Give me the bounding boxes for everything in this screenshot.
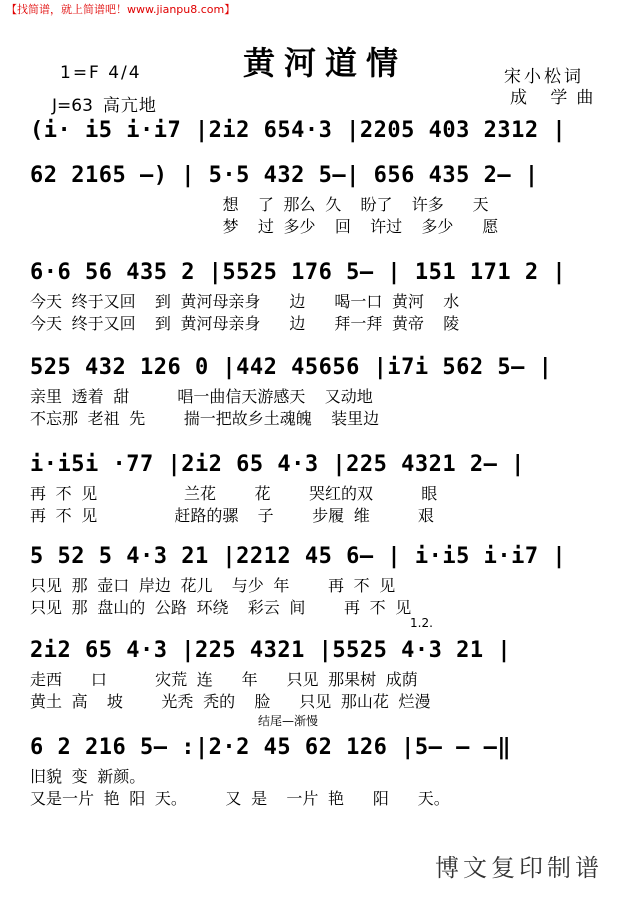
notation-line: 2i2 65 4·3 |225 4321 |5525 4·3 21 | [30,638,512,663]
lyric-verse-1: 亲里 透着 甜 唱一曲信天游感天 又动地 [30,387,373,406]
notation-line: 62 2165 –) | 5·5 432 5–| 656 435 2– | [30,163,539,188]
lyric-verse-1: 今天 终于又回 到 黄河母亲身 边 喝一口 黄河 水 [30,292,460,311]
publisher-credit: 博文复印制谱 [435,854,603,882]
coda-marker: 结尾—渐慢 [258,714,319,728]
lyric-verse-2: 又是一片 艳 阳 天。 又 是 一片 艳 阳 天。 [30,789,450,808]
lyric-verse-1: 再 不 见 兰花 花 哭红的双 眼 [30,484,438,503]
notation-line: 5 52 5 4·3 21 |2212 45 6– | i·i5 i·i7 | [30,544,567,569]
lyric-verse-2: 梦 过 多少 回 许过 多少 愿 [30,217,499,236]
lyric-verse-2: 再 不 见 赶路的骡 子 步履 维 艰 [30,506,434,525]
site-banner: 【找简谱，就上简谱吧！www.jianpu8.com】 [6,3,236,16]
volta-marker: 1.2. [410,616,433,630]
lyric-verse-2: 不忘那 老祖 先 揣一把故乡土魂魄 装里边 [30,409,380,428]
notation-line: i·i5i ·77 |2i2 65 4·3 |225 4321 2– | [30,452,525,477]
lyricist-credit: 宋小松词 [504,67,584,87]
lyric-verse-1: 想 了 那么 久 盼了 许多 天 [30,195,489,214]
notation-line: (i· i5 i·i7 |2i2 654·3 |2205 403 2312 | [30,118,567,143]
tempo-marking [52,91,157,116]
notation-line: 6 2 216 5– :|2·2 45 62 126 |5– – –‖ [30,735,512,760]
composer-credit: 成 学曲 [510,88,603,108]
song-title: 黄河道情 [243,44,408,82]
lyric-verse-2: 只见 那 盘山的 公路 环绕 彩云 间 再 不 见 [30,598,412,617]
tempo-value: J=63 [52,96,93,116]
notation-line: 525 432 126 0 |442 45656 |i7i 562 5– | [30,355,553,380]
lyric-verse-2: 今天 终于又回 到 黄河母亲身 边 拜一拜 黄帝 陵 [30,314,460,333]
lyric-verse-1: 只见 那 壶口 岸边 花儿 与少 年 再 不 见 [30,576,396,595]
lyric-verse-1: 旧貌 变 新颜。 [30,767,146,786]
lyric-verse-1: 走西 口 灾荒 连 年 只见 那果树 成荫 [30,670,418,689]
notation-line: 6·6 56 435 2 |5525 176 5– | 151 171 2 | [30,260,567,285]
performance-style: 高亢地 [102,96,157,116]
key-signature: 1=F 4/4 [60,63,142,83]
lyric-verse-2: 黄土 高 坡 光秃 秃的 脸 只见 那山花 烂漫 [30,692,431,711]
